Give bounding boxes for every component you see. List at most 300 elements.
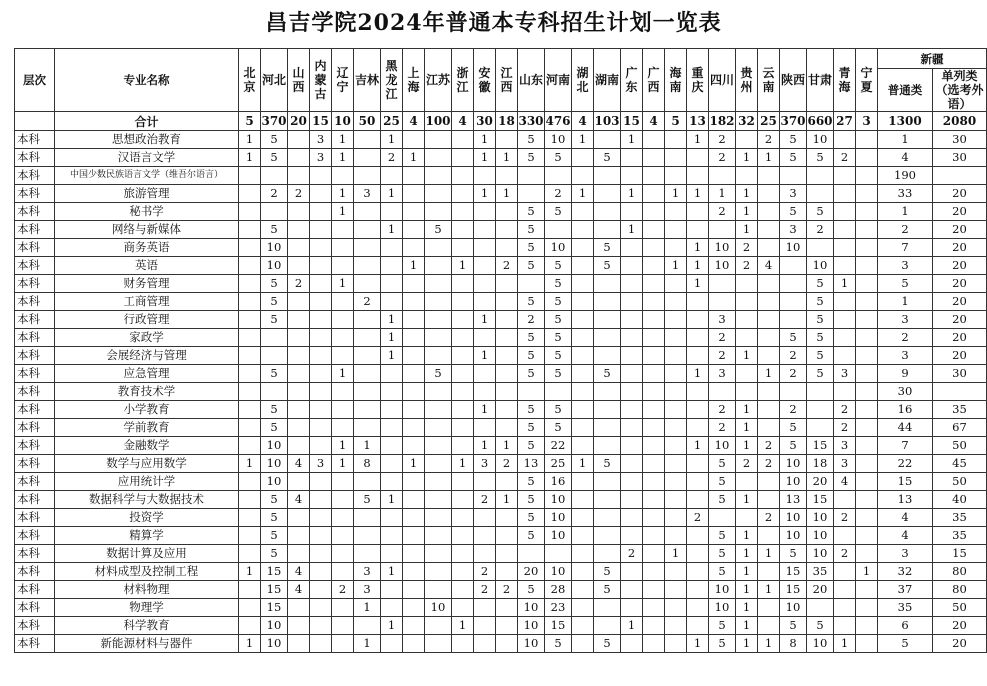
quota-cell bbox=[643, 257, 665, 275]
quota-cell bbox=[310, 275, 332, 293]
quota-cell: 1 bbox=[621, 185, 643, 203]
quota-cell: 10 bbox=[709, 581, 736, 599]
total-cell: 4 bbox=[403, 112, 425, 131]
quota-cell: 10 bbox=[261, 239, 288, 257]
quota-cell bbox=[452, 437, 474, 455]
quota-cell bbox=[381, 545, 403, 563]
quota-cell bbox=[545, 221, 572, 239]
quota-cell: 20 bbox=[933, 221, 987, 239]
quota-cell bbox=[621, 239, 643, 257]
quota-cell bbox=[856, 131, 878, 149]
quota-cell: 7 bbox=[878, 239, 933, 257]
quota-cell bbox=[665, 365, 687, 383]
quota-cell bbox=[856, 545, 878, 563]
quota-cell bbox=[261, 347, 288, 365]
quota-cell bbox=[354, 383, 381, 401]
quota-cell bbox=[856, 491, 878, 509]
quota-cell bbox=[288, 365, 310, 383]
quota-cell bbox=[572, 347, 594, 365]
quota-cell: 5 bbox=[518, 203, 545, 221]
quota-cell bbox=[643, 617, 665, 635]
quota-cell bbox=[594, 473, 621, 491]
quota-cell bbox=[239, 239, 261, 257]
quota-cell: 1 bbox=[878, 131, 933, 149]
quota-cell bbox=[834, 329, 856, 347]
quota-cell bbox=[665, 131, 687, 149]
quota-cell bbox=[474, 275, 496, 293]
quota-cell bbox=[687, 203, 709, 221]
quota-cell: 30 bbox=[878, 383, 933, 401]
major-cell: 教育技术学 bbox=[55, 383, 239, 401]
quota-cell: 1 bbox=[474, 149, 496, 167]
quota-cell: 13 bbox=[878, 491, 933, 509]
quota-cell bbox=[621, 203, 643, 221]
quota-cell bbox=[621, 275, 643, 293]
total-cell: 476 bbox=[545, 112, 572, 131]
quota-cell bbox=[354, 329, 381, 347]
table-row bbox=[15, 149, 987, 167]
quota-cell bbox=[856, 527, 878, 545]
level-cell: 本科 bbox=[15, 239, 55, 257]
quota-cell bbox=[621, 419, 643, 437]
quota-cell bbox=[239, 599, 261, 617]
quota-cell: 5 bbox=[261, 527, 288, 545]
total-cell: 103 bbox=[594, 112, 621, 131]
quota-cell: 5 bbox=[261, 365, 288, 383]
quota-cell: 5 bbox=[518, 401, 545, 419]
quota-cell: 1 bbox=[736, 437, 758, 455]
table-row bbox=[15, 365, 987, 383]
quota-cell: 20 bbox=[807, 581, 834, 599]
quota-cell: 35 bbox=[878, 599, 933, 617]
quota-cell: 5 bbox=[807, 203, 834, 221]
quota-cell bbox=[643, 491, 665, 509]
quota-cell: 1 bbox=[381, 563, 403, 581]
quota-cell: 5 bbox=[807, 293, 834, 311]
quota-cell: 22 bbox=[545, 437, 572, 455]
quota-cell bbox=[403, 617, 425, 635]
quota-cell bbox=[496, 635, 518, 653]
quota-cell bbox=[856, 347, 878, 365]
quota-cell bbox=[834, 383, 856, 401]
quota-cell: 1 bbox=[381, 329, 403, 347]
quota-cell: 1 bbox=[239, 149, 261, 167]
quota-cell bbox=[643, 239, 665, 257]
quota-cell: 1 bbox=[709, 185, 736, 203]
quota-cell: 10 bbox=[545, 563, 572, 581]
quota-cell bbox=[425, 185, 452, 203]
quota-cell: 5 bbox=[545, 311, 572, 329]
quota-cell: 5 bbox=[518, 509, 545, 527]
quota-cell bbox=[665, 311, 687, 329]
quota-cell: 5 bbox=[594, 581, 621, 599]
total-cell: 5 bbox=[239, 112, 261, 131]
quota-cell bbox=[621, 599, 643, 617]
quota-cell bbox=[594, 545, 621, 563]
quota-cell bbox=[332, 491, 354, 509]
quota-cell: 2 bbox=[709, 347, 736, 365]
table-row bbox=[15, 203, 987, 221]
quota-cell bbox=[381, 203, 403, 221]
quota-cell bbox=[621, 383, 643, 401]
quota-cell bbox=[381, 473, 403, 491]
quota-cell: 1 bbox=[239, 455, 261, 473]
quota-cell: 5 bbox=[709, 527, 736, 545]
quota-cell: 10 bbox=[261, 455, 288, 473]
quota-cell: 1 bbox=[572, 185, 594, 203]
quota-cell bbox=[474, 545, 496, 563]
quota-cell bbox=[332, 419, 354, 437]
quota-cell bbox=[354, 419, 381, 437]
quota-cell bbox=[288, 221, 310, 239]
province-header: 宁夏 bbox=[856, 49, 878, 112]
quota-cell: 5 bbox=[594, 257, 621, 275]
quota-cell bbox=[758, 599, 780, 617]
quota-cell bbox=[665, 203, 687, 221]
quota-cell: 10 bbox=[709, 239, 736, 257]
quota-cell: 5 bbox=[709, 635, 736, 653]
quota-cell bbox=[687, 149, 709, 167]
major-cell: 财务管理 bbox=[55, 275, 239, 293]
province-header: 上海 bbox=[403, 49, 425, 112]
quota-cell bbox=[856, 167, 878, 185]
quota-cell: 5 bbox=[518, 221, 545, 239]
quota-cell: 5 bbox=[425, 365, 452, 383]
quota-cell: 2 bbox=[545, 185, 572, 203]
quota-cell bbox=[496, 167, 518, 185]
province-header: 江西 bbox=[496, 49, 518, 112]
total-cell: 13 bbox=[687, 112, 709, 131]
quota-cell bbox=[736, 329, 758, 347]
level-cell: 本科 bbox=[15, 329, 55, 347]
quota-cell: 2 bbox=[474, 491, 496, 509]
level-cell: 本科 bbox=[15, 311, 55, 329]
quota-cell bbox=[239, 185, 261, 203]
level-cell: 本科 bbox=[15, 419, 55, 437]
major-cell: 旅游管理 bbox=[55, 185, 239, 203]
province-header: 山西 bbox=[288, 49, 310, 112]
quota-cell bbox=[239, 437, 261, 455]
quota-cell bbox=[665, 599, 687, 617]
quota-cell bbox=[425, 203, 452, 221]
quota-cell: 1 bbox=[452, 617, 474, 635]
quota-cell bbox=[474, 599, 496, 617]
quota-cell bbox=[239, 509, 261, 527]
quota-cell bbox=[665, 473, 687, 491]
total-cell: 15 bbox=[621, 112, 643, 131]
quota-cell: 5 bbox=[780, 545, 807, 563]
quota-cell: 5 bbox=[545, 347, 572, 365]
table-row bbox=[15, 131, 987, 149]
quota-cell: 1 bbox=[736, 347, 758, 365]
quota-cell: 1 bbox=[736, 185, 758, 203]
quota-cell bbox=[381, 239, 403, 257]
quota-cell bbox=[239, 617, 261, 635]
quota-cell bbox=[425, 491, 452, 509]
quota-cell: 1 bbox=[736, 635, 758, 653]
quota-cell: 80 bbox=[933, 581, 987, 599]
table-row bbox=[15, 545, 987, 563]
quota-cell: 2 bbox=[736, 257, 758, 275]
quota-cell: 3 bbox=[834, 455, 856, 473]
province-header: 安徽 bbox=[474, 49, 496, 112]
quota-cell bbox=[496, 617, 518, 635]
quota-cell: 10 bbox=[545, 239, 572, 257]
quota-cell bbox=[594, 275, 621, 293]
level-cell: 本科 bbox=[15, 221, 55, 239]
quota-cell: 1 bbox=[496, 437, 518, 455]
quota-cell bbox=[288, 401, 310, 419]
quota-cell bbox=[643, 635, 665, 653]
quota-cell: 2 bbox=[834, 545, 856, 563]
province-header: 湖北 bbox=[572, 49, 594, 112]
quota-cell bbox=[665, 293, 687, 311]
quota-cell: 2 bbox=[354, 293, 381, 311]
quota-cell bbox=[496, 293, 518, 311]
quota-cell: 1 bbox=[474, 185, 496, 203]
quota-cell: 1 bbox=[736, 149, 758, 167]
quota-cell bbox=[332, 167, 354, 185]
quota-cell: 6 bbox=[878, 617, 933, 635]
quota-cell bbox=[933, 167, 987, 185]
quota-cell: 3 bbox=[878, 311, 933, 329]
level-cell: 本科 bbox=[15, 455, 55, 473]
quota-cell: 30 bbox=[933, 365, 987, 383]
quota-cell bbox=[834, 203, 856, 221]
quota-cell bbox=[687, 401, 709, 419]
major-cell: 数学与应用数学 bbox=[55, 455, 239, 473]
quota-cell: 1 bbox=[687, 239, 709, 257]
quota-cell: 1 bbox=[572, 455, 594, 473]
quota-cell bbox=[332, 383, 354, 401]
quota-cell bbox=[310, 167, 332, 185]
quota-cell: 5 bbox=[518, 257, 545, 275]
major-cell: 金融数学 bbox=[55, 437, 239, 455]
quota-cell bbox=[474, 419, 496, 437]
quota-cell bbox=[572, 167, 594, 185]
quota-cell: 5 bbox=[594, 365, 621, 383]
quota-cell: 5 bbox=[518, 473, 545, 491]
quota-cell bbox=[403, 203, 425, 221]
quota-cell: 13 bbox=[780, 491, 807, 509]
quota-cell bbox=[474, 257, 496, 275]
province-header: 云南 bbox=[758, 49, 780, 112]
quota-cell: 20 bbox=[933, 257, 987, 275]
quota-cell: 2 bbox=[474, 563, 496, 581]
quota-cell bbox=[643, 401, 665, 419]
quota-cell: 1 bbox=[736, 491, 758, 509]
quota-cell: 15 bbox=[780, 581, 807, 599]
quota-cell: 1 bbox=[381, 311, 403, 329]
quota-cell bbox=[332, 545, 354, 563]
quota-cell: 35 bbox=[933, 401, 987, 419]
quota-cell: 1 bbox=[332, 455, 354, 473]
quota-cell bbox=[496, 311, 518, 329]
level-cell: 本科 bbox=[15, 347, 55, 365]
quota-cell bbox=[354, 149, 381, 167]
table-row bbox=[15, 167, 987, 185]
quota-cell: 15 bbox=[261, 581, 288, 599]
quota-cell: 10 bbox=[518, 635, 545, 653]
quota-cell: 16 bbox=[878, 401, 933, 419]
quota-cell: 190 bbox=[878, 167, 933, 185]
putong-header: 普通类 bbox=[878, 69, 933, 112]
quota-cell bbox=[518, 545, 545, 563]
quota-cell bbox=[856, 617, 878, 635]
quota-cell bbox=[288, 347, 310, 365]
province-header: 青海 bbox=[834, 49, 856, 112]
quota-cell bbox=[643, 329, 665, 347]
quota-cell: 1 bbox=[736, 599, 758, 617]
quota-cell: 16 bbox=[545, 473, 572, 491]
quota-cell: 5 bbox=[780, 437, 807, 455]
quota-cell: 40 bbox=[933, 491, 987, 509]
quota-cell: 2 bbox=[878, 329, 933, 347]
quota-cell bbox=[572, 239, 594, 257]
quota-cell bbox=[758, 419, 780, 437]
quota-cell bbox=[354, 167, 381, 185]
quota-cell bbox=[856, 203, 878, 221]
quota-cell bbox=[594, 419, 621, 437]
quota-cell: 3 bbox=[878, 347, 933, 365]
quota-cell: 5 bbox=[545, 203, 572, 221]
quota-cell bbox=[856, 581, 878, 599]
quota-cell bbox=[452, 581, 474, 599]
quota-cell bbox=[643, 347, 665, 365]
quota-cell bbox=[403, 365, 425, 383]
quota-cell bbox=[834, 293, 856, 311]
quota-cell bbox=[594, 617, 621, 635]
total-cell: 5 bbox=[665, 112, 687, 131]
major-cell: 应急管理 bbox=[55, 365, 239, 383]
quota-cell bbox=[594, 131, 621, 149]
quota-cell bbox=[452, 221, 474, 239]
table-row bbox=[15, 221, 987, 239]
quota-cell bbox=[310, 437, 332, 455]
total-cell: 3 bbox=[856, 112, 878, 131]
quota-cell bbox=[496, 365, 518, 383]
quota-cell bbox=[856, 239, 878, 257]
level-cell: 本科 bbox=[15, 563, 55, 581]
quota-cell: 10 bbox=[780, 599, 807, 617]
quota-cell: 20 bbox=[807, 473, 834, 491]
quota-cell bbox=[807, 599, 834, 617]
quota-cell bbox=[834, 185, 856, 203]
quota-cell: 5 bbox=[425, 221, 452, 239]
province-header: 广西 bbox=[643, 49, 665, 112]
quota-cell: 1 bbox=[474, 311, 496, 329]
quota-cell bbox=[354, 131, 381, 149]
quota-cell: 1 bbox=[403, 149, 425, 167]
quota-cell bbox=[288, 527, 310, 545]
quota-cell: 44 bbox=[878, 419, 933, 437]
quota-cell: 5 bbox=[545, 329, 572, 347]
quota-cell: 20 bbox=[933, 185, 987, 203]
total-cell: 1300 bbox=[878, 112, 933, 131]
page-title: 昌吉学院2024年普通本专科招生计划一览表 bbox=[265, 10, 722, 36]
quota-cell bbox=[758, 401, 780, 419]
quota-cell: 1 bbox=[332, 149, 354, 167]
quota-cell: 2 bbox=[709, 401, 736, 419]
province-header: 重庆 bbox=[687, 49, 709, 112]
quota-cell bbox=[545, 383, 572, 401]
quota-cell: 15 bbox=[933, 545, 987, 563]
quota-cell bbox=[496, 401, 518, 419]
quota-cell bbox=[572, 437, 594, 455]
quota-cell: 5 bbox=[518, 419, 545, 437]
quota-cell bbox=[239, 257, 261, 275]
quota-cell: 1 bbox=[239, 131, 261, 149]
quota-cell bbox=[780, 311, 807, 329]
quota-cell bbox=[594, 311, 621, 329]
quota-cell bbox=[736, 167, 758, 185]
total-cell: 30 bbox=[474, 112, 496, 131]
quota-cell bbox=[572, 581, 594, 599]
quota-cell bbox=[452, 383, 474, 401]
quota-cell bbox=[261, 329, 288, 347]
quota-cell bbox=[758, 563, 780, 581]
quota-cell bbox=[261, 203, 288, 221]
quota-cell bbox=[856, 437, 878, 455]
quota-cell bbox=[594, 293, 621, 311]
table-row bbox=[15, 491, 987, 509]
quota-cell bbox=[452, 491, 474, 509]
quota-cell: 1 bbox=[758, 581, 780, 599]
quota-cell bbox=[856, 455, 878, 473]
quota-cell: 2 bbox=[736, 239, 758, 257]
quota-cell bbox=[425, 167, 452, 185]
quota-cell bbox=[856, 383, 878, 401]
quota-cell: 1 bbox=[758, 635, 780, 653]
quota-cell bbox=[736, 365, 758, 383]
quota-cell bbox=[621, 347, 643, 365]
quota-cell: 2 bbox=[288, 275, 310, 293]
quota-cell bbox=[381, 635, 403, 653]
quota-cell bbox=[474, 293, 496, 311]
quota-cell: 5 bbox=[594, 455, 621, 473]
level-cell: 本科 bbox=[15, 437, 55, 455]
quota-cell bbox=[665, 167, 687, 185]
table-row bbox=[15, 347, 987, 365]
quota-cell: 1 bbox=[736, 617, 758, 635]
quota-cell: 5 bbox=[709, 491, 736, 509]
quota-cell: 1 bbox=[665, 545, 687, 563]
quota-cell: 1 bbox=[736, 563, 758, 581]
quota-cell bbox=[239, 347, 261, 365]
quota-cell bbox=[288, 383, 310, 401]
quota-cell: 2 bbox=[709, 329, 736, 347]
total-cell: 50 bbox=[354, 112, 381, 131]
quota-cell bbox=[643, 185, 665, 203]
quota-cell bbox=[758, 311, 780, 329]
quota-cell bbox=[687, 221, 709, 239]
quota-cell bbox=[354, 221, 381, 239]
quota-cell bbox=[239, 221, 261, 239]
quota-cell bbox=[643, 383, 665, 401]
quota-cell: 5 bbox=[807, 365, 834, 383]
quota-cell: 1 bbox=[878, 293, 933, 311]
quota-cell: 1 bbox=[381, 491, 403, 509]
quota-cell bbox=[403, 221, 425, 239]
quota-cell: 5 bbox=[594, 635, 621, 653]
quota-cell bbox=[332, 635, 354, 653]
quota-cell: 15 bbox=[807, 491, 834, 509]
quota-cell bbox=[403, 563, 425, 581]
level-cell: 本科 bbox=[15, 257, 55, 275]
quota-cell bbox=[594, 527, 621, 545]
quota-cell bbox=[288, 167, 310, 185]
quota-cell: 10 bbox=[709, 257, 736, 275]
